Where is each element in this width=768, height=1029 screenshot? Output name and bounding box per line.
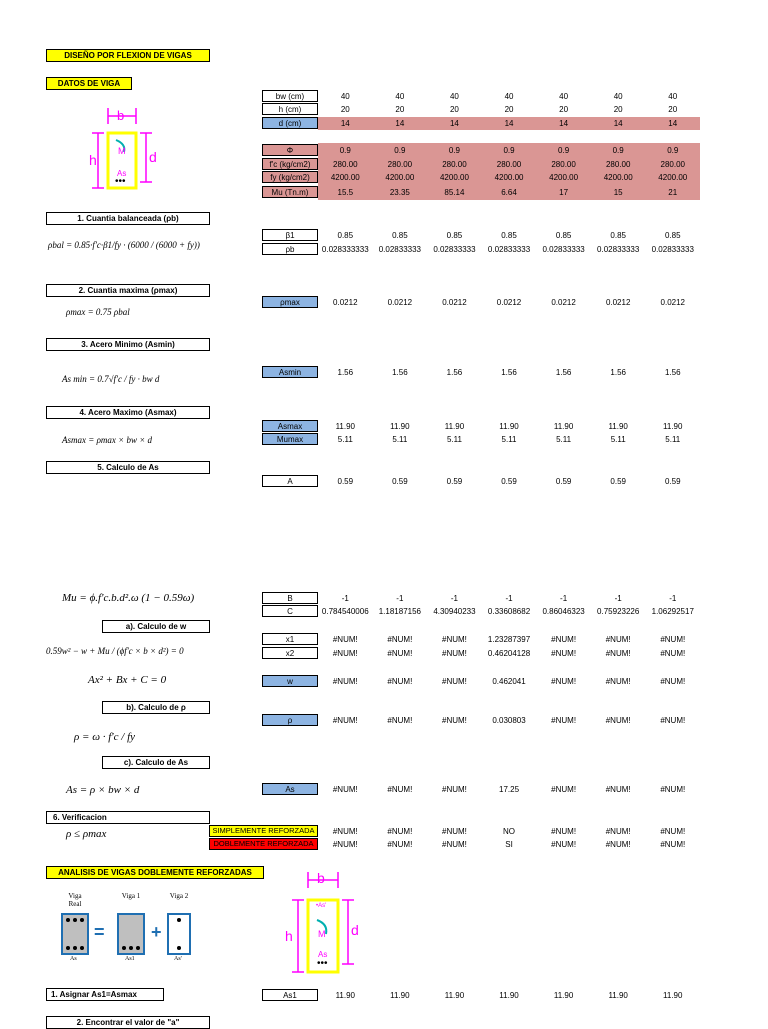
value-cell: 1.56 <box>610 368 626 377</box>
b-label: b <box>117 108 125 123</box>
value-cell: 21 <box>668 188 678 197</box>
find-a-title: 2. Encontrar el valor de "a" <box>46 1016 210 1029</box>
phi-values <box>318 145 700 156</box>
p-formula: ρ = ω · f'c / fy <box>74 731 136 743</box>
value-cell: #NUM! <box>551 840 577 849</box>
phi-label: Φ <box>262 144 318 156</box>
value-cell: -1 <box>560 594 568 603</box>
asmin-values <box>318 367 700 378</box>
value-cell: 0.0212 <box>660 298 685 307</box>
d-label: d <box>149 149 157 165</box>
value-cell: 0.59 <box>610 477 626 486</box>
value-cell: #NUM! <box>551 649 577 658</box>
h-label-cell: h (cm) <box>262 103 318 115</box>
value-cell: #NUM! <box>387 716 413 725</box>
value-cell: 40 <box>340 92 350 101</box>
value-cell: #NUM! <box>551 827 577 836</box>
x2-values <box>318 648 700 659</box>
value-cell: 0.59 <box>446 477 463 486</box>
value-cell: 0.9 <box>448 146 460 155</box>
value-cell: 40 <box>668 92 678 101</box>
bw-values <box>318 91 700 102</box>
mu-label: Mu (Tn.m) <box>262 186 318 198</box>
d-label-cell: d (cm) <box>262 117 318 129</box>
as2-caption: As' <box>174 956 182 962</box>
value-cell: 4200.00 <box>385 173 415 182</box>
value-cell: #NUM! <box>387 827 413 836</box>
viga-real-label: Viga Real <box>68 892 82 908</box>
rebar-dots: ••• <box>115 176 126 187</box>
as-label-cell: As <box>262 783 318 795</box>
value-cell: 0.85 <box>501 231 517 240</box>
value-cell: 14 <box>613 119 623 128</box>
mu-values <box>318 187 700 198</box>
value-cell: 280.00 <box>496 160 522 169</box>
value-cell: 17.25 <box>499 785 520 794</box>
value-cell: 40 <box>613 92 623 101</box>
as-values <box>318 784 700 795</box>
value-cell: 20 <box>559 105 569 114</box>
value-cell: 11.90 <box>444 991 465 1000</box>
value-cell: 280.00 <box>605 160 631 169</box>
value-cell: 5.11 <box>665 435 681 444</box>
x1-values <box>318 634 700 645</box>
value-cell: #NUM! <box>551 635 577 644</box>
sec3-formula: As min = 0.7√f'c / fy · bw d <box>62 374 160 384</box>
value-cell: #NUM! <box>442 649 467 658</box>
simple-reforzada-label: SIMPLEMENTE REFORZADA <box>209 825 318 837</box>
plus-sign: + <box>151 922 162 942</box>
value-cell: 0.9 <box>667 146 679 155</box>
value-cell: 0.02833333 <box>487 245 531 254</box>
x2-label: x2 <box>262 647 318 659</box>
value-cell: #NUM! <box>605 840 631 849</box>
p-values <box>318 715 700 726</box>
value-cell: 14 <box>668 119 678 128</box>
value-cell: 14 <box>340 119 350 128</box>
as-caption: As <box>70 956 77 962</box>
value-cell: 0.02833333 <box>433 245 476 254</box>
asmax-label: Asmax <box>262 420 318 432</box>
value-cell: 0.462041 <box>492 677 526 686</box>
value-cell: #NUM! <box>660 827 686 836</box>
asmin-label: Asmin <box>262 366 318 378</box>
fy-label: fy (kg/cm2) <box>262 171 318 183</box>
asmax-values <box>318 421 700 432</box>
as2-fig-label: As <box>318 950 328 959</box>
sec5-title: 5. Calculo de As <box>46 461 210 474</box>
value-cell: 11.90 <box>444 422 465 431</box>
value-cell: 0.46204128 <box>487 649 531 658</box>
value-cell: #NUM! <box>387 649 413 658</box>
value-cell: 0.0212 <box>496 298 522 307</box>
value-cell: #NUM! <box>387 840 413 849</box>
viga1-label: Viga 1 <box>121 892 141 900</box>
as1-title: 1. Asignar As1=Asmax <box>46 988 164 1001</box>
value-cell: 15 <box>613 188 623 197</box>
value-cell: #NUM! <box>442 827 467 836</box>
c-coef-label: C <box>262 605 318 617</box>
w-label: w <box>262 675 318 687</box>
value-cell: #NUM! <box>387 677 413 686</box>
value-cell: 14 <box>559 119 569 128</box>
value-cell: 0.9 <box>503 146 515 155</box>
value-cell: #NUM! <box>387 785 413 794</box>
d-values <box>318 118 700 129</box>
calc-as-title: c). Calculo de As <box>102 756 210 769</box>
value-cell: 20 <box>449 105 459 114</box>
moment-label: M <box>118 146 126 156</box>
value-cell: 4200.00 <box>330 173 360 182</box>
value-cell: 20 <box>504 105 514 114</box>
mu-formula: Mu = ϕ.f'c.b.d².ω (1 − 0.59ω) <box>62 592 195 604</box>
value-cell: 0.02833333 <box>597 245 640 254</box>
h-label: h <box>89 152 97 168</box>
value-cell: 11.90 <box>499 422 519 431</box>
value-cell: -1 <box>396 594 404 603</box>
sec3-title: 3. Acero Minimo (Asmin) <box>46 338 210 351</box>
value-cell: 0.0212 <box>605 298 631 307</box>
value-cell: 14 <box>395 119 405 128</box>
value-cell: NO <box>503 827 516 836</box>
value-cell: #NUM! <box>332 677 358 686</box>
sec4-title: 4. Acero Maximo (Asmax) <box>46 406 210 419</box>
value-cell: 4200.00 <box>603 173 633 182</box>
value-cell: 0.0212 <box>387 298 413 307</box>
value-cell: 0.02833333 <box>378 245 421 254</box>
calc-p-title: b). Calculo de ρ <box>102 701 210 714</box>
value-cell: #NUM! <box>605 635 631 644</box>
value-cell: 0.59 <box>555 477 572 486</box>
value-cell: -1 <box>505 594 513 603</box>
w-values <box>318 676 700 687</box>
sec6-title: 6. Verificacion <box>46 811 210 824</box>
value-cell: 280.00 <box>333 160 358 169</box>
pb-values <box>318 244 700 255</box>
value-cell: 280.00 <box>551 160 576 169</box>
value-cell: 4.30940233 <box>433 607 476 616</box>
value-cell: 0.85 <box>610 231 626 240</box>
value-cell: SI <box>505 840 513 849</box>
value-cell: 1.56 <box>446 368 463 377</box>
value-cell: -1 <box>614 594 622 603</box>
a-label: A <box>262 475 318 487</box>
value-cell: #NUM! <box>551 716 577 725</box>
b2-label: b <box>317 870 325 886</box>
b-coef-values <box>318 593 700 604</box>
value-cell: -1 <box>341 594 349 603</box>
value-cell: 4200.00 <box>494 173 524 182</box>
value-cell: 0.0212 <box>551 298 576 307</box>
value-cell: 5.11 <box>446 435 462 444</box>
as-formula: As = ρ × bw × d <box>66 784 140 796</box>
sec2-formula: ρmax = 0.75 ρbal <box>66 307 130 317</box>
value-cell: 0.33608682 <box>487 607 531 616</box>
value-cell: 40 <box>395 92 405 101</box>
value-cell: 11.90 <box>499 991 519 1000</box>
beta1-values <box>318 230 700 241</box>
value-cell: #NUM! <box>660 716 686 725</box>
value-cell: 0.9 <box>339 146 351 155</box>
sec6-formula: ρ ≤ ρmax <box>66 828 107 840</box>
value-cell: 0.59 <box>337 477 354 486</box>
moment2-label: M <box>318 929 326 939</box>
value-cell: 0.9 <box>612 146 624 155</box>
value-cell: 0.02833333 <box>542 245 585 254</box>
value-cell: 40 <box>504 92 514 101</box>
value-cell: 280.00 <box>387 160 413 169</box>
doble-values <box>318 839 700 850</box>
c-coef-values <box>318 606 700 617</box>
value-cell: #NUM! <box>551 677 577 686</box>
value-cell: 280.00 <box>442 160 467 169</box>
value-cell: 20 <box>668 105 678 114</box>
value-cell: 11.90 <box>335 991 355 1000</box>
mumax-label: Mumax <box>262 433 318 445</box>
value-cell: #NUM! <box>442 677 467 686</box>
value-cell: 0.59 <box>664 477 681 486</box>
b-coef-label: B <box>262 592 318 604</box>
value-cell: #NUM! <box>332 785 358 794</box>
value-cell: #NUM! <box>605 827 631 836</box>
value-cell: #NUM! <box>442 840 467 849</box>
pmax-label: ρmax <box>262 296 318 308</box>
value-cell: #NUM! <box>605 677 631 686</box>
datos-viga-title: DATOS DE VIGA <box>46 77 132 90</box>
value-cell: 1.18187156 <box>378 607 421 616</box>
value-cell: 0.9 <box>558 146 570 155</box>
value-cell: #NUM! <box>660 649 686 658</box>
value-cell: #NUM! <box>332 840 358 849</box>
value-cell: 0.030803 <box>492 716 526 725</box>
simple-values <box>318 826 700 837</box>
value-cell: 280.00 <box>660 160 685 169</box>
sec1-title: 1. Cuantia balanceada (ρb) <box>46 212 210 225</box>
value-cell: 1.56 <box>555 368 572 377</box>
value-cell: 1.56 <box>337 368 354 377</box>
value-cell: 0.0212 <box>442 298 467 307</box>
equals-sign: = <box>94 922 105 942</box>
value-cell: #NUM! <box>332 716 358 725</box>
value-cell: 0.9 <box>394 146 406 155</box>
a-values <box>318 476 700 487</box>
value-cell: -1 <box>669 594 677 603</box>
value-cell: 4200.00 <box>439 173 469 182</box>
value-cell: 5.11 <box>337 435 353 444</box>
d2-label: d <box>351 922 359 938</box>
as1-values <box>318 990 700 1001</box>
value-cell: #NUM! <box>605 649 631 658</box>
value-cell: #NUM! <box>387 635 413 644</box>
x1-label: x1 <box>262 633 318 645</box>
value-cell: #NUM! <box>660 635 686 644</box>
value-cell: 20 <box>340 105 350 114</box>
value-cell: 1.23287397 <box>487 635 531 644</box>
value-cell: 11.90 <box>553 422 574 431</box>
value-cell: 0.75923226 <box>597 607 640 616</box>
value-cell: 5.11 <box>556 435 572 444</box>
as1-caption: As1 <box>125 956 135 962</box>
value-cell: 11.90 <box>390 422 410 431</box>
value-cell: 11.90 <box>663 422 683 431</box>
fy-values <box>318 172 700 183</box>
value-cell: 0.02833333 <box>651 245 694 254</box>
beam-section-figure-2 <box>280 866 370 976</box>
value-cell: 23.35 <box>389 188 410 197</box>
fc-values <box>318 159 700 170</box>
value-cell: 11.90 <box>608 422 628 431</box>
beta1-label: β1 <box>262 229 318 241</box>
value-cell: 14 <box>504 119 514 128</box>
h2-label: h <box>285 928 293 944</box>
value-cell: #NUM! <box>551 785 577 794</box>
value-cell: 11.90 <box>663 991 683 1000</box>
value-cell: 0.85 <box>555 231 572 240</box>
doble-reforzada-label: DOBLEMENTE REFORZADA <box>209 838 318 850</box>
value-cell: 20 <box>395 105 405 114</box>
h-values <box>318 104 700 115</box>
value-cell: 14 <box>449 119 459 128</box>
doble-title: ANALISIS DE VIGAS DOBLEMENTE REFORZADAS <box>46 866 264 879</box>
as1-label: As1 <box>262 989 318 1001</box>
value-cell: 0.85 <box>664 231 681 240</box>
value-cell: 6.64 <box>501 188 517 197</box>
value-cell: 40 <box>559 92 569 101</box>
value-cell: 0.59 <box>501 477 517 486</box>
value-cell: -1 <box>450 594 458 603</box>
bw-label: bw (cm) <box>262 90 318 102</box>
rebar-dots-2: ••• <box>317 958 328 969</box>
value-cell: 4200.00 <box>549 173 579 182</box>
as-label: As <box>117 169 127 178</box>
value-cell: 85.14 <box>444 188 465 197</box>
value-cell: 15.5 <box>337 188 354 197</box>
value-cell: 5.11 <box>610 435 626 444</box>
pmax-values <box>318 297 700 308</box>
top-rebar-label: •As' <box>316 903 327 909</box>
value-cell: #NUM! <box>660 785 686 794</box>
value-cell: 40 <box>449 92 459 101</box>
value-cell: 1.56 <box>392 368 408 377</box>
sheet-title: DISEÑO POR FLEXION DE VIGAS <box>46 49 210 62</box>
value-cell: 11.90 <box>390 991 410 1000</box>
value-cell: 0.85 <box>446 231 463 240</box>
value-cell: #NUM! <box>660 840 686 849</box>
sec4-formula: Asmax = ρmax × bw × d <box>62 435 153 445</box>
value-cell: #NUM! <box>442 635 467 644</box>
value-cell: 0.784540006 <box>321 607 369 616</box>
fc-label: f'c (kg/cm2) <box>262 158 318 170</box>
viga2-label: Viga 2 <box>169 892 189 900</box>
value-cell: 0.59 <box>392 477 408 486</box>
value-cell: 5.11 <box>501 435 517 444</box>
vigas-diagram <box>50 892 200 964</box>
quadratic-formula: Ax² + Bx + C = 0 <box>88 674 167 686</box>
value-cell: 1.06292517 <box>651 607 694 616</box>
value-cell: 0.85 <box>337 231 354 240</box>
value-cell: 11.90 <box>553 991 574 1000</box>
value-cell: 1.56 <box>664 368 681 377</box>
p-label: ρ <box>262 714 318 726</box>
value-cell: #NUM! <box>332 649 358 658</box>
value-cell: #NUM! <box>605 785 631 794</box>
mumax-values <box>318 434 700 445</box>
w-formula: 0.59w² − w + Mu / (ϕf'c × b × d²) = 0 <box>46 646 184 656</box>
sec1-formula: ρbal = 0.85·f'c·β1/fy · (6000 / (6000 + fy)) <box>48 240 200 250</box>
value-cell: 20 <box>613 105 623 114</box>
value-cell: 0.028333333 <box>321 245 369 254</box>
calc-w-title: a). Calculo de w <box>102 620 210 633</box>
value-cell: #NUM! <box>660 677 686 686</box>
value-cell: 11.90 <box>608 991 628 1000</box>
value-cell: 17 <box>559 188 569 197</box>
value-cell: #NUM! <box>332 827 358 836</box>
value-cell: 4200.00 <box>658 173 688 182</box>
value-cell: 1.56 <box>501 368 517 377</box>
value-cell: 0.86046323 <box>542 607 585 616</box>
value-cell: #NUM! <box>442 785 467 794</box>
pb-label: ρb <box>262 243 318 255</box>
value-cell: 0.85 <box>392 231 408 240</box>
value-cell: #NUM! <box>605 716 631 725</box>
value-cell: #NUM! <box>442 716 467 725</box>
sec2-title: 2. Cuantia maxima (ρmax) <box>46 284 210 297</box>
value-cell: #NUM! <box>332 635 358 644</box>
value-cell: 11.90 <box>335 422 355 431</box>
vigas-drawing <box>50 892 200 964</box>
value-cell: 0.0212 <box>333 298 358 307</box>
value-cell: 5.11 <box>392 435 408 444</box>
beam-section-figure <box>80 100 170 192</box>
